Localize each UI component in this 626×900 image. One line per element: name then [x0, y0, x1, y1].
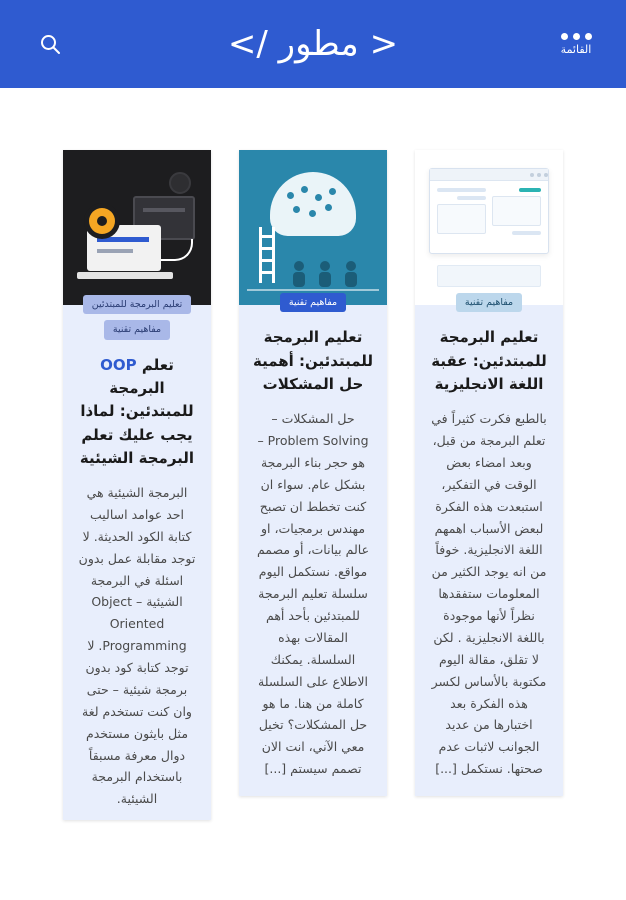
menu-button[interactable] [546, 33, 606, 55]
post-excerpt: حل المشكلات – Problem Solving – هو حجر بناء البرمجة بشكل عام. سواء ان كنت تخطط ان تصبح مهندس برمجيات، او عالم بيانات، أو مصمم مواقع. نستكمل اليوم سلسلة تعليم البرمجة للمبتدئين بأحد أهم المقالات بهذه السلسلة. يمكنك الاطلاع على السلسلة كاملة من هنا. ما هو حل المشكلات؟ تخيل معي الآني، انت الان تصمم سيستم [...] [256, 411, 370, 777]
post-title-highlight: OOP [100, 355, 137, 374]
post-thumbnail-dark [63, 150, 211, 305]
post-excerpt: بالطبع فكرت كثيراً في تعلم البرمجة من قبل، وبعد امضاء بعض الوقت في التفكير، استبعدت هذه الفكرة لبعض الأسباب اهمهم اللغة الانجليزية. خوفاً من انه يوجد الكثير من المعلومات ستفقدها نظراً لأنها موجودة باللغة الانجليزية . لكن لا تقلق، مقالة اليوم مكتوبة بالأساس لكسر هذه الفكرة بعد اختبارها من عديد الجوانب لاثبات عدم صحتها. نستكمل [...] [431, 411, 547, 777]
app-header [0, 0, 626, 88]
post-card[interactable] [63, 150, 211, 820]
post-title[interactable] [63, 340, 211, 470]
tag-chip[interactable]: مفاهيم تقنية [280, 293, 346, 312]
post-title-pre: تعلم [136, 355, 174, 374]
gear-icon [89, 208, 115, 234]
post-grid [0, 98, 626, 820]
tag-chip[interactable]: مفاهيم تقنية [104, 320, 170, 339]
post-title-rest: البرمجة للمبتدئين: لماذا يجب عليك تعلم البرمجة الشيئية [79, 379, 195, 467]
post-tags [63, 295, 211, 340]
search-button[interactable] [20, 32, 80, 56]
post-thumbnail-teal [239, 150, 387, 305]
post-tags [415, 293, 563, 312]
post-title[interactable]: تعليم البرمجة للمبتدئين: أهمية حل المشكلات [252, 328, 373, 393]
ladder-icon [259, 227, 275, 283]
post-thumbnail-browser [415, 150, 563, 305]
post-title[interactable]: تعليم البرمجة للمبتدئين: عقبة اللغة الانجليزية [431, 328, 547, 393]
post-card[interactable] [415, 150, 563, 796]
post-excerpt: البرمجة الشيئية هي احد عوامد اساليب كتابة الكود الحديثة. لا توجد مقابلة عمل بدون اسئلة في البرمجة الشيئية – Object Oriented Programming. لا توجد كتابة كود بدون برمجة شيئية – حتى وان كنت تستخدم لغة مثل بايثون مستخدم دوال معرفة مسبقاً باستخدام البرمجة الشيئية. [78, 485, 196, 807]
site-title: < مطور /> [227, 24, 399, 64]
tag-chip[interactable]: مفاهيم تقنية [456, 293, 522, 312]
post-tags [239, 293, 387, 312]
tag-chip[interactable]: تعليم البرمجة للمبتدئين [83, 295, 192, 314]
post-card[interactable] [239, 150, 387, 796]
menu-label: القائمة [560, 43, 592, 56]
three-dots-icon [561, 33, 592, 40]
search-icon [38, 32, 62, 56]
header-divider [0, 88, 626, 98]
